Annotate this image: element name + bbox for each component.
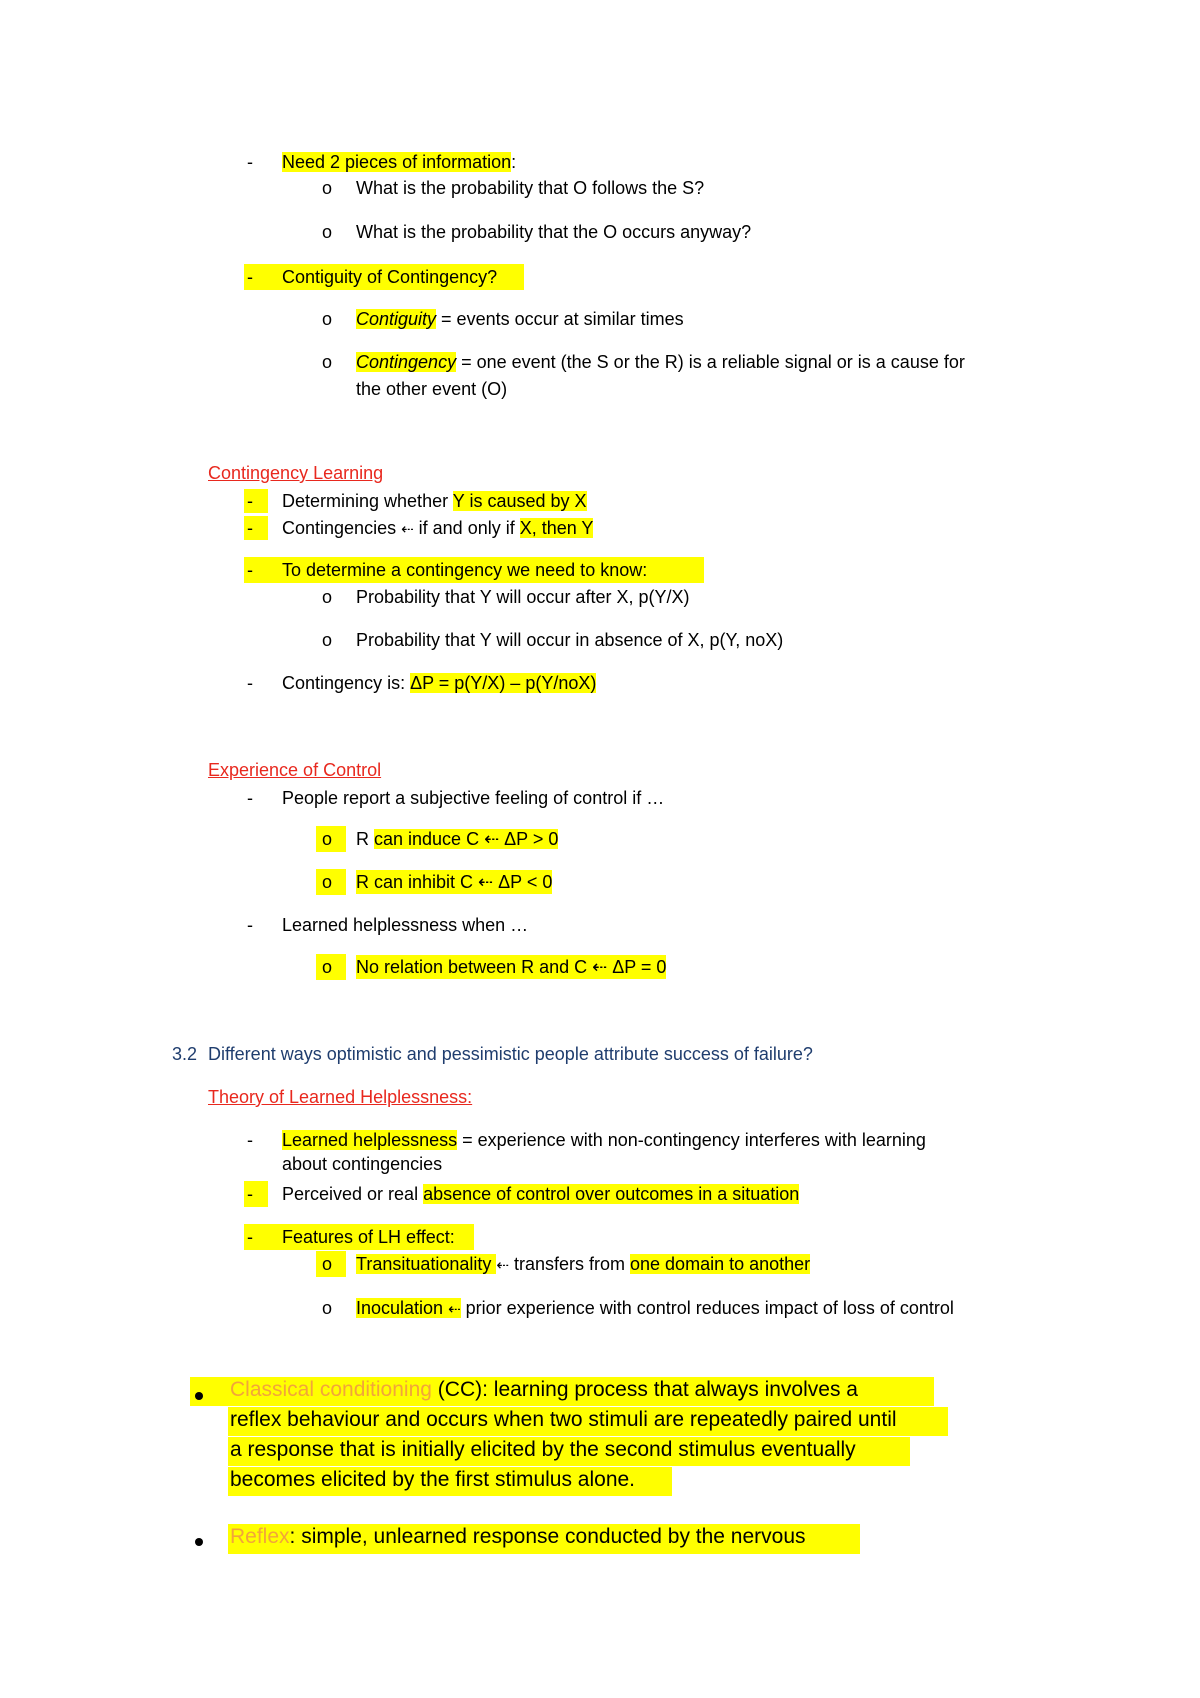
dash-marker: - [247,491,253,511]
lh-definition: Learned helplessness = experience with non-contingency interferes with learning [282,1130,926,1150]
dash-marker: - [247,1130,253,1150]
circle-marker: o [322,1298,333,1318]
contingencies-line: Contingencies ⇠ if and only if X, then Y [282,518,594,538]
transituationality-line: Transituationality ⇠ transfers from one domain to another [356,1254,811,1274]
learned-helplessness-heading: Theory of Learned Helplessness: [208,1087,473,1107]
inoculation-term: Inoculation ⇠ [356,1298,461,1318]
circle-marker: o [322,178,333,198]
circle-marker: o [322,587,333,607]
cc-line-1: Classical conditioning (CC): learning process that always involves a [230,1378,858,1401]
lh-definition-cont: about contingencies [282,1154,443,1174]
section-title: Different ways optimistic and pessimistic people attribute success of failure? [208,1044,813,1064]
need-info-line: Need 2 pieces of information: [282,152,517,172]
dash-marker: - [247,788,253,808]
cc-line-2: reflex behaviour and occurs when two stimuli are repeatedly paired until [230,1408,897,1431]
arrow-icon: ⇠ [401,521,414,538]
cc-line-3: a response that is initially elicited by the second stimulus eventually [230,1438,856,1461]
contingency-formula-line: Contingency is: ΔP = p(Y/X) – p(Y/noX) [282,673,597,693]
contiguity-term: Contiguity [356,309,437,329]
induce-line: R can induce C ⇠ ΔP > 0 [356,829,559,849]
section-number: 3.2 [172,1044,198,1064]
lh-term: Learned helplessness [282,1130,458,1150]
question-1: What is the probability that O follows the S? [356,178,705,198]
dash-marker: - [247,518,253,538]
probability-2: Probability that Y will occur in absence of X, p(Y, noX) [356,630,784,650]
features-line: Features of LH effect: [282,1227,455,1247]
reflex-term: Reflex [230,1525,290,1548]
dash-marker: - [247,915,253,935]
circle-marker: o [322,630,333,650]
arrow-icon: ⇠ [496,1257,509,1274]
inhibit-line: R can inhibit C ⇠ ΔP < 0 [356,872,553,892]
circle-marker: o [322,872,333,892]
subjective-control-line: People report a subjective feeling of control if … [282,788,665,808]
delta-p-formula: ΔP = p(Y/X) – p(Y/noX) [410,673,597,693]
reflex-line: Reflex: simple, unlearned response conducted by the nervous [230,1525,806,1548]
learned-helplessness-line: Learned helplessness when … [282,915,529,935]
question-2: What is the probability that the O occurs anyway? [356,222,752,242]
bullet-icon [195,1538,203,1546]
cc-term: Classical conditioning [230,1378,432,1401]
need-info-text: Need 2 pieces of information [282,152,512,172]
experience-of-control-heading: Experience of Control [208,760,382,780]
dash-marker: - [247,267,253,287]
dash-marker: - [247,673,253,693]
circle-marker: o [322,222,333,242]
contingency-term: Contingency [356,352,457,372]
circle-marker: o [322,1254,333,1274]
contingency-definition-cont: the other event (O) [356,379,508,399]
determining-line: Determining whether Y is caused by X [282,491,587,511]
circle-marker: o [322,829,333,849]
dash-marker: - [247,560,253,580]
contiguity-definition: Contiguity = events occur at similar times [356,309,684,329]
contingency-learning-heading: Contingency Learning [208,463,384,483]
arrow-icon: ⇠ [448,1301,461,1318]
inoculation-line: Inoculation ⇠ prior experience with control reduces impact of loss of control [356,1298,954,1318]
determine-contingency-line: To determine a contingency we need to know: [282,560,648,580]
probability-1: Probability that Y will occur after X, p(Y/X) [356,587,690,607]
no-relation-line: No relation between R and C ⇠ ΔP = 0 [356,957,667,977]
contiguity-question: Contiguity of Contingency? [282,267,498,287]
dash-marker: - [247,1227,253,1247]
dash-marker: - [247,152,253,172]
perceived-control-line: Perceived or real absence of control over outcomes in a situation [282,1184,800,1204]
dash-marker: - [247,1184,253,1204]
circle-marker: o [322,352,333,372]
contingency-definition: Contingency = one event (the S or the R) is a reliable signal or is a cause for [356,352,965,372]
cc-line-4: becomes elicited by the first stimulus alone. [230,1468,636,1491]
circle-marker: o [322,957,333,977]
circle-marker: o [322,309,333,329]
bullet-icon [195,1392,203,1400]
